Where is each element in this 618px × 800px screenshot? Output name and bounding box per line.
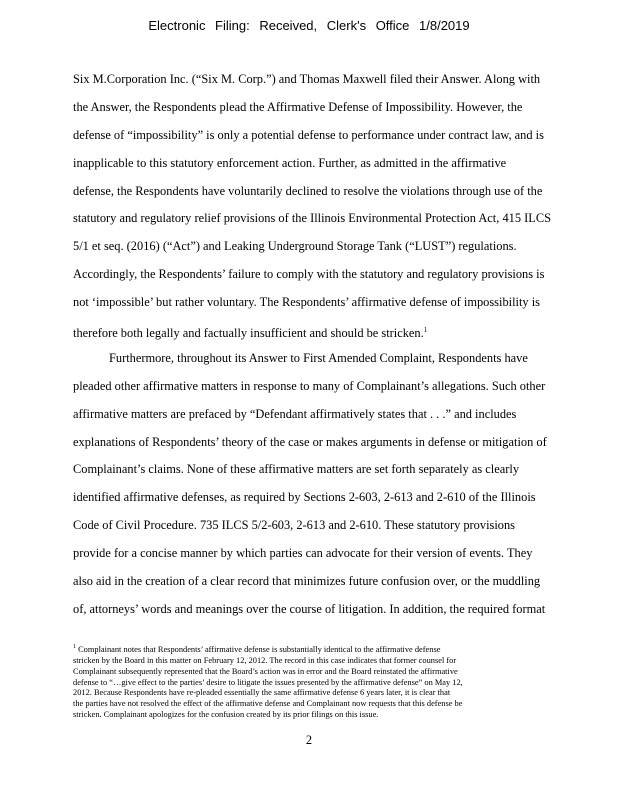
body-line: inapplicable to this statutory enforcement action. Further, as admitted in the affirmative [73,155,507,170]
body-line: not ‘impossible’ but rather voluntary. The Respondents’ affirmative defense of impossibility is [73,295,540,310]
paragraph-affirmative-matters [73,345,593,624]
paragraph-impossibility-defense [73,66,593,345]
footnote [73,642,603,721]
body-line-last [73,317,593,345]
footnote-line: defense to “…give effect to the parties’ desire to litigate the issues presented by the affirmative defense” on May 12, [73,677,463,687]
body-line: 5/1 et seq. (2016) (“Act”) and Leaking Underground Storage Tank (“LUST”) regulations. [73,239,517,254]
filing-header: Electronic Filing: Received, Clerk's Office 1/8/2019 [148,18,470,33]
body-line: affirmative matters are prefaced by “Defendant affirmatively states that . . .” and includes [73,406,517,421]
footnote-reference: 1 [423,326,428,335]
footnote-line: stricken. Complainant apologizes for the confusion created by its prior filings on this issue. [73,710,379,720]
footnote-line: 2012. Because Respondents have re-pleaded essentially the same affirmative defense 6 years later, it is clear that [73,688,451,698]
body-line: Code of Civil Procedure. 735 ILCS 5/2-603, 2-613 and 2-610. These statutory provisions [73,518,515,533]
body-line: Furthermore, throughout its Answer to First Amended Complaint, Respondents have [109,350,528,365]
body-line: identified affirmative defenses, as required by Sections 2-603, 2-613 and 2-610 of the Illinois [73,490,536,505]
body-line-text: therefore both legally and factually insufficient and should be stricken. [73,326,424,341]
body-line: of, attorneys’ words and meanings over the course of litigation. In addition, the required format [73,601,546,616]
footnote-marker: 1 [73,644,76,650]
body-line: Six M.Corporation Inc. (“Six M. Corp.”) and Thomas Maxwell filed their Answer. Along with [73,72,541,86]
footnote-line: stricken by the Board in this matter on February 12, 2012. The record in this case indicates that former counsel for [73,655,457,665]
page-number: 2 [305,733,313,747]
document-body [73,66,593,624]
body-line: statutory and regulatory relief provisions of the Illinois Environmental Protection Act, 415 ILCS [73,211,551,226]
footnote-line: the parties have not resolved the effect of the affirmative defense and Complainant now requests that this defense be [73,699,463,709]
body-line: defense of “impossibility” is only a potential defense to performance under contract law, and is [73,127,544,142]
body-line: provide for a concise manner by which parties can advocate for their version of events. They [73,546,533,561]
body-line: pleaded other affirmative matters in response to many of Complainant’s allegations. Such other [73,378,546,393]
body-line: also aid in the creation of a clear record that minimizes future confusion over, or the muddling [73,574,541,589]
footnote-line: Complainant subsequently represented that the Board’s action was in error and the Board reinstated the affirmative [73,666,458,676]
body-line: explanations of Respondents’ theory of the case or makes arguments in defense or mitigation of [73,434,547,449]
body-line: Accordingly, the Respondents’ failure to comply with the statutory and regulatory provisions is [73,267,545,282]
body-line: defense, the Respondents have voluntarily declined to resolve the violations through use of the [73,183,543,198]
body-line: Complainant’s claims. None of these affirmative matters are set forth separately as clearly [73,462,520,477]
footnote-text: Complainant notes that Respondents’ affirmative defense is substantially identical to the affirmative defense [76,644,441,654]
footnote-line [73,642,603,656]
body-line: the Answer, the Respondents plead the Affirmative Defense of Impossibility. However, the [73,99,523,114]
